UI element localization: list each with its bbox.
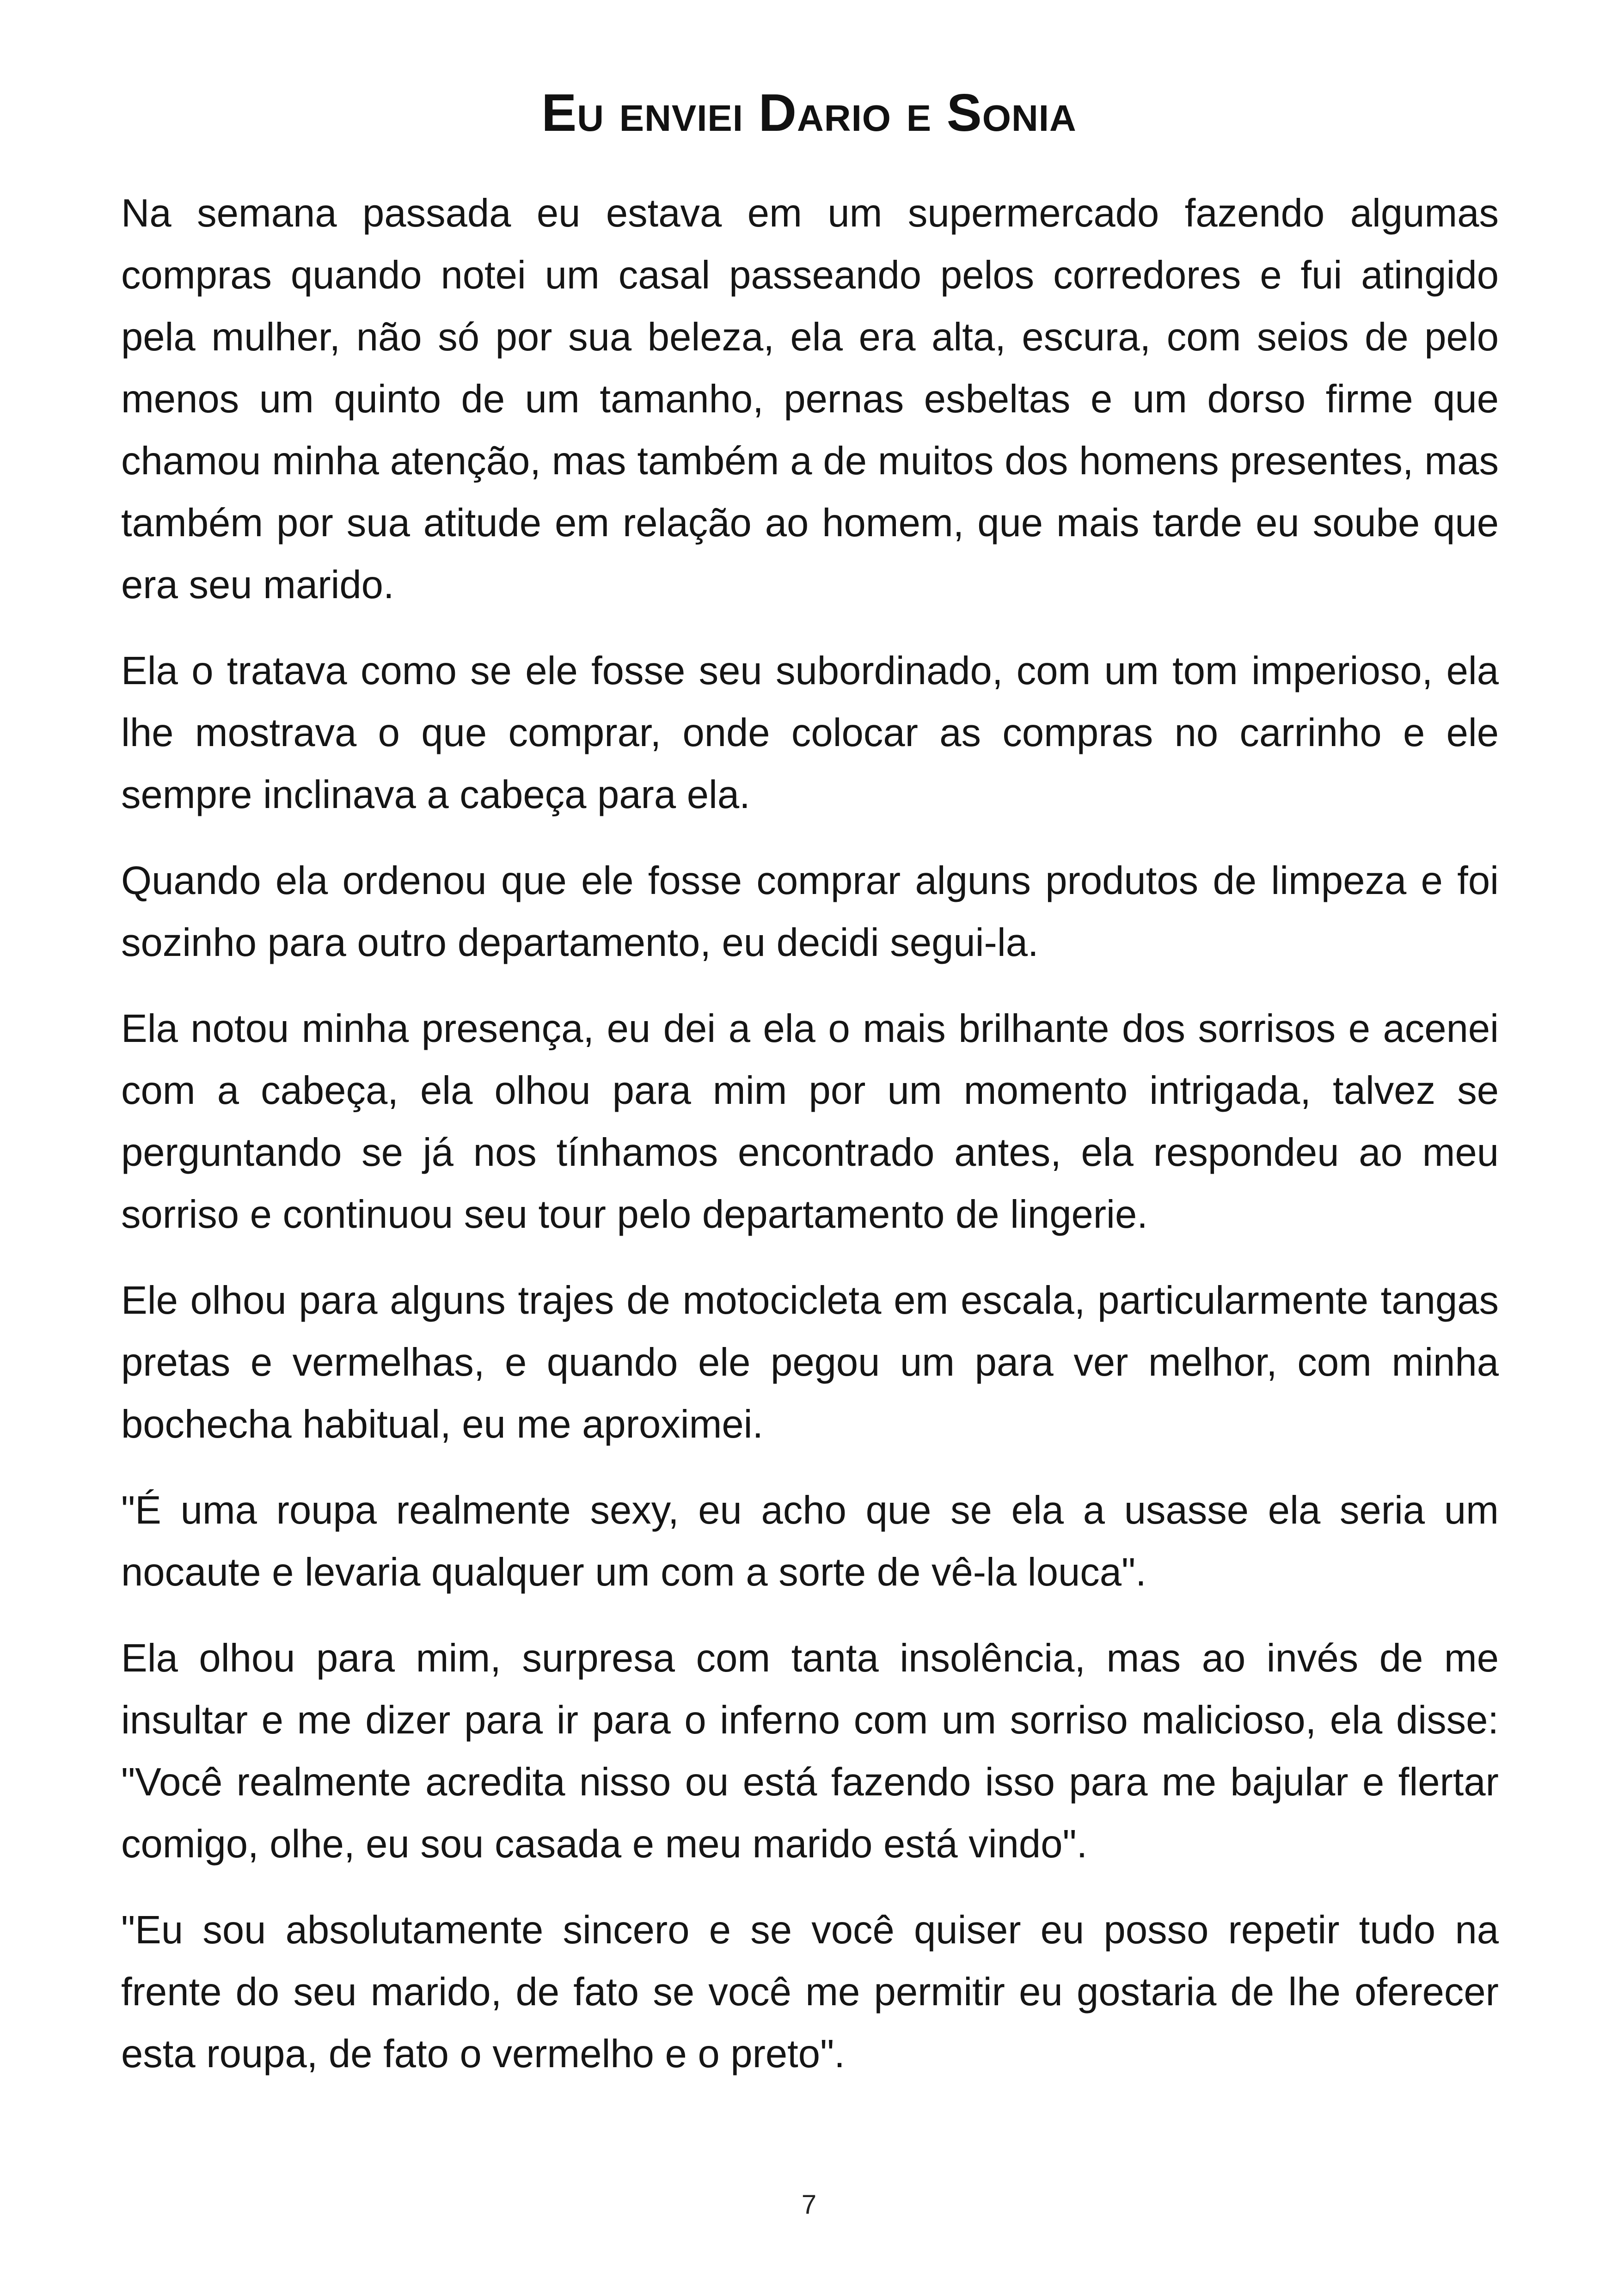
paragraph-5: Ele olhou para alguns trajes de motocicleta em escala, particularmente tangas pretas e vermelhas, e quando ele pegou um para ver melhor, com minha bochecha habitual, eu me aproximei.: [121, 1279, 1499, 1446]
paragraph-8: "Eu sou absolutamente sincero e se você quiser eu posso repetir tudo na frente do seu marido, de fato se você me permitir eu gostaria de lhe oferecer esta roupa, de fato o vermelho e o preto".: [121, 1908, 1499, 2076]
paragraph-7: Ela olhou para mim, surpresa com tanta insolência, mas ao invés de me insultar e me dizer para ir para o inferno com um sorriso malicioso, ela disse: "Você realmente acredita nisso ou está fazendo isso para me bajular e flertar comigo, olhe, eu sou casada e meu marido está vindo".: [121, 1636, 1499, 1866]
page-number: 7: [801, 2190, 817, 2220]
paragraph-6: "É uma roupa realmente sexy, eu acho que se ela a usasse ela seria um nocaute e levaria qualquer um com a sorte de vê-la louca".: [121, 1488, 1499, 1594]
paragraph-4: Ela notou minha presença, eu dei a ela o mais brilhante dos sorrisos e acenei com a cabeça, ela olhou para mim por um momento intrigada, talvez se perguntando se já nos tínhamos encontrado antes, ela respondeu ao meu sorriso e continuou seu tour pelo departamento de lingerie.: [121, 1007, 1499, 1237]
body-text: [121, 183, 1499, 2109]
paragraph-1: Na semana passada eu estava em um supermercado fazendo algumas compras quando notei um casal passeando pelos corredores e fui atingido pela mulher, não só por sua beleza, ela era alta, escura, com seios de pelo menos um quinto de um tamanho, pernas esbeltas e um dorso firme que chamou minha atenção, mas também a de muitos dos homens presentes, mas também por sua atitude em relação ao homem, que mais tarde eu soube que era seu marido.: [121, 191, 1499, 607]
paragraph-2: Ela o tratava como se ele fosse seu subordinado, com um tom imperioso, ela lhe mostrava o que comprar, onde colocar as compras no carrinho e ele sempre inclinava a cabeça para ela.: [121, 649, 1499, 817]
chapter-title: Eu enviei Dario e Sonia: [541, 84, 1077, 142]
paragraph-3: Quando ela ordenou que ele fosse comprar alguns produtos de limpeza e foi sozinho para outro departamento, eu decidi segui-la.: [121, 859, 1499, 965]
